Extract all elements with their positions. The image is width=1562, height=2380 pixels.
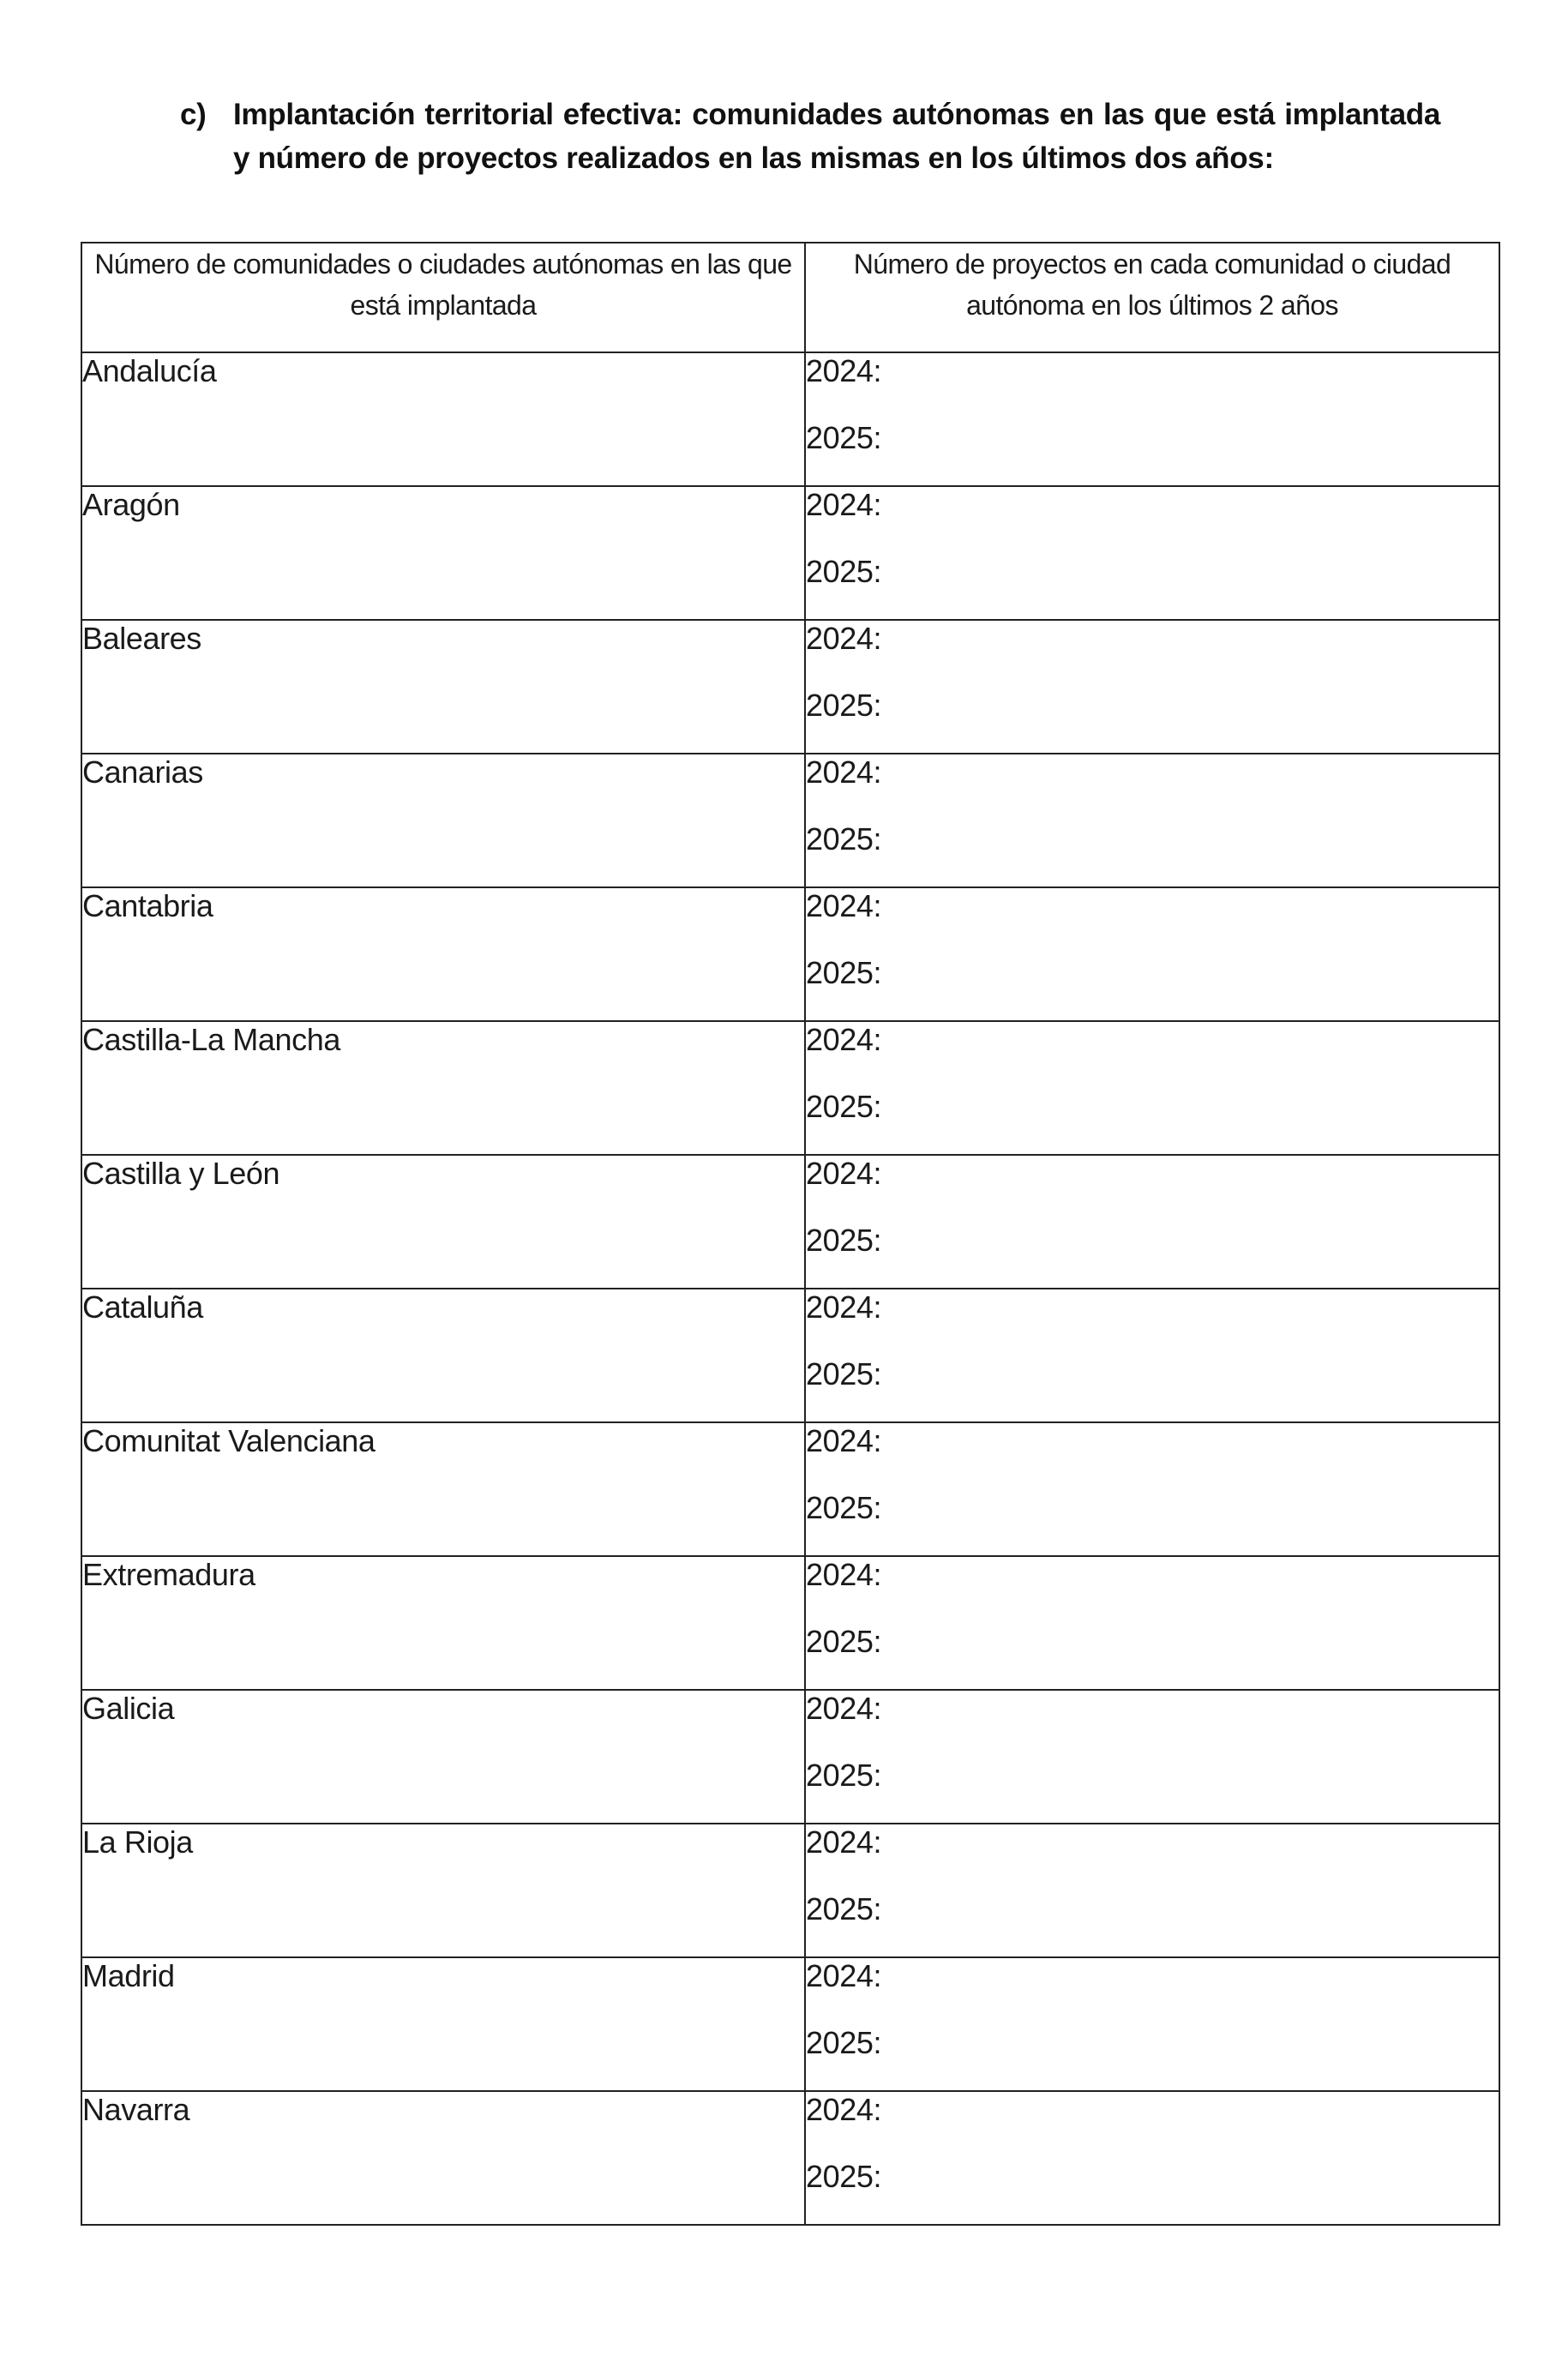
region-cell: Navarra	[81, 2091, 805, 2225]
region-cell: Canarias	[81, 754, 805, 887]
year-2024-label: 2024:	[806, 1557, 882, 1592]
table-row	[81, 2091, 1499, 2225]
year-2024-label: 2024:	[806, 2092, 882, 2127]
projects-cell[interactable]	[805, 1021, 1499, 1155]
year-2024-label: 2024:	[806, 1824, 882, 1860]
header-regions: Número de comunidades o ciudades autónomas en las que está implantada	[81, 243, 805, 352]
projects-cell[interactable]	[805, 887, 1499, 1021]
table-row	[81, 1289, 1499, 1422]
table-row	[81, 352, 1499, 486]
projects-cell[interactable]	[805, 754, 1499, 887]
region-cell: La Rioja	[81, 1824, 805, 1957]
year-2025-label: 2025:	[806, 688, 882, 723]
region-cell: Castilla-La Mancha	[81, 1021, 805, 1155]
table-row	[81, 887, 1499, 1021]
table-row	[81, 620, 1499, 754]
year-2024-label: 2024:	[806, 754, 882, 790]
section-heading	[171, 93, 1440, 180]
table-row	[81, 1957, 1499, 2091]
region-cell: Andalucía	[81, 352, 805, 486]
year-2024-label: 2024:	[806, 888, 882, 923]
region-cell: Cataluña	[81, 1289, 805, 1422]
projects-cell[interactable]	[805, 1155, 1499, 1289]
table-row	[81, 1155, 1499, 1289]
table-row	[81, 1824, 1499, 1957]
section-marker: c)	[180, 98, 207, 131]
year-2024-label: 2024:	[806, 621, 882, 656]
table-row	[81, 1021, 1499, 1155]
year-2025-label: 2025:	[806, 821, 882, 856]
projects-cell[interactable]	[805, 1289, 1499, 1422]
table-header-row	[81, 243, 1499, 352]
year-2025-label: 2025:	[806, 1490, 882, 1525]
year-2024-label: 2024:	[806, 1022, 882, 1057]
year-2024-label: 2024:	[806, 487, 882, 522]
year-2025-label: 2025:	[806, 955, 882, 990]
year-2025-label: 2025:	[806, 1624, 882, 1659]
table-row	[81, 486, 1499, 620]
table-row	[81, 1556, 1499, 1690]
region-cell: Castilla y León	[81, 1155, 805, 1289]
year-2025-label: 2025:	[806, 2025, 882, 2060]
year-2025-label: 2025:	[806, 2159, 882, 2194]
year-2024-label: 2024:	[806, 1423, 882, 1458]
regions-table	[81, 242, 1500, 2226]
projects-cell[interactable]	[805, 1824, 1499, 1957]
table-row	[81, 754, 1499, 887]
projects-cell[interactable]	[805, 1957, 1499, 2091]
table-row	[81, 1690, 1499, 1824]
region-cell: Aragón	[81, 486, 805, 620]
projects-cell[interactable]	[805, 1556, 1499, 1690]
table-row	[81, 1422, 1499, 1556]
year-2024-label: 2024:	[806, 1958, 882, 1993]
year-2025-label: 2025:	[806, 1223, 882, 1258]
year-2025-label: 2025:	[806, 1089, 882, 1124]
projects-cell[interactable]	[805, 352, 1499, 486]
region-cell: Madrid	[81, 1957, 805, 2091]
year-2025-label: 2025:	[806, 554, 882, 589]
year-2024-label: 2024:	[806, 353, 882, 388]
year-2024-label: 2024:	[806, 1289, 882, 1325]
year-2024-label: 2024:	[806, 1156, 882, 1191]
year-2025-label: 2025:	[806, 1758, 882, 1793]
year-2025-label: 2025:	[806, 420, 882, 455]
projects-cell[interactable]	[805, 620, 1499, 754]
year-2025-label: 2025:	[806, 1356, 882, 1391]
year-2024-label: 2024:	[806, 1691, 882, 1726]
projects-cell[interactable]	[805, 1690, 1499, 1824]
projects-cell[interactable]	[805, 2091, 1499, 2225]
region-cell: Galicia	[81, 1690, 805, 1824]
region-cell: Cantabria	[81, 887, 805, 1021]
projects-cell[interactable]	[805, 1422, 1499, 1556]
section-heading-text: Implantación territorial efectiva: comunidades autónomas en las que está implantada y número de proyectos realizados en las mismas en los últimos dos años:	[233, 98, 1440, 175]
region-cell: Comunitat Valenciana	[81, 1422, 805, 1556]
region-cell: Baleares	[81, 620, 805, 754]
header-projects: Número de proyectos en cada comunidad o ciudad autónoma en los últimos 2 años	[805, 243, 1499, 352]
region-cell: Extremadura	[81, 1556, 805, 1690]
projects-cell[interactable]	[805, 486, 1499, 620]
year-2025-label: 2025:	[806, 1891, 882, 1926]
